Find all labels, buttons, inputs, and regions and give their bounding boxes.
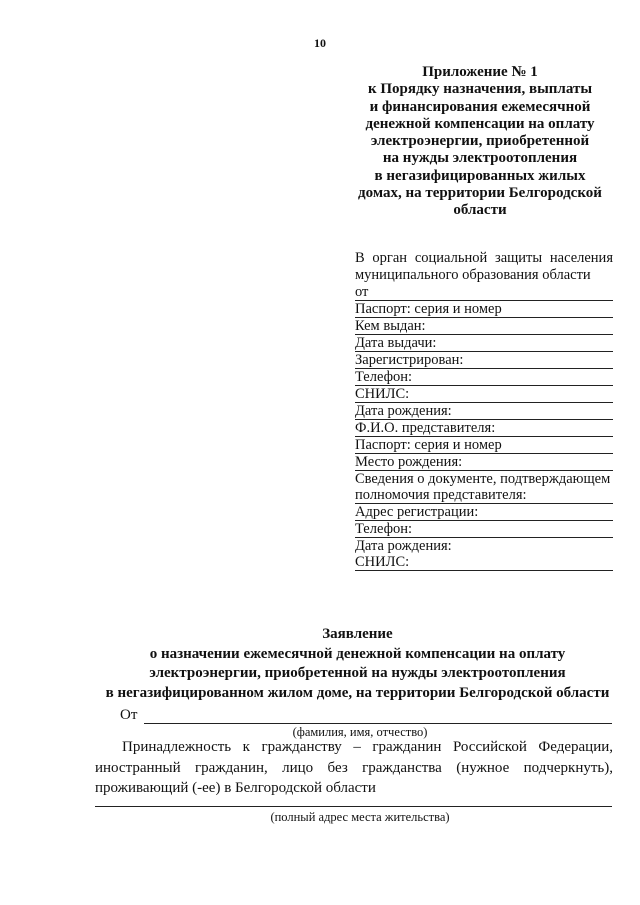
citizenship-text: Принадлежность к гражданству – гражданин Российской Федерации, иностранный гражданин, лицо без гражданства (нужное подчеркнуть), проживающий (-ее) в Белгородской области [95, 739, 613, 796]
field-representative-birth-date[interactable]: Дата рождения: [355, 538, 452, 554]
appendix-title: Приложение № 1 [422, 64, 538, 80]
citizenship-paragraph [95, 737, 613, 799]
address-caption: (полный адрес места жительства) [270, 810, 450, 824]
applicant-name-row [120, 707, 612, 725]
field-snils[interactable]: СНИЛС: [355, 386, 613, 403]
from-label: От [120, 707, 138, 723]
field-proxy-document[interactable]: Сведения о документе, подтверждающем полномочия представителя: [355, 471, 613, 504]
appendix-line: и финансирования ежемесячной [369, 98, 591, 115]
name-caption: (фамилия, имя, отчество) [292, 725, 428, 739]
statement-heading [80, 625, 635, 703]
field-birth-date[interactable]: Дата рождения: [355, 403, 613, 420]
appendix-line: в негазифицированных жилых [374, 167, 586, 184]
recipient-intro-municipality: муниципального образования области [355, 267, 591, 283]
page-number: 10 [314, 36, 326, 50]
recipient-block [355, 250, 613, 571]
appendix-line: области [453, 202, 507, 219]
statement-title: Заявление [322, 626, 393, 642]
statement-line: в негазифицированном жилом доме, на территории Белгородской области [105, 684, 610, 701]
field-phone[interactable]: Телефон: [355, 369, 613, 386]
field-representative-name[interactable]: Ф.И.О. представителя: [355, 420, 613, 437]
address-line[interactable] [95, 806, 612, 807]
field-representative-phone[interactable]: Телефон: [355, 521, 613, 538]
appendix-line: электроэнергии, приобретенной [370, 133, 590, 150]
field-issued-by[interactable]: Кем выдан: [355, 318, 613, 335]
statement-line: электроэнергии, приобретенной на нужды электроотопления [149, 665, 566, 681]
appendix-line: денежной компенсации на оплату [365, 115, 595, 132]
field-representative-passport[interactable]: Паспорт: серия и номер [355, 437, 613, 454]
field-birth-place[interactable]: Место рождения: [355, 454, 613, 471]
recipient-intro: В орган социальной защиты населения [355, 250, 613, 266]
appendix-heading [348, 64, 612, 220]
field-issue-date[interactable]: Дата выдачи: [355, 335, 613, 352]
statement-line: о назначении ежемесячной денежной компенсации на оплату [149, 645, 566, 662]
field-registration-address[interactable]: Адрес регистрации: [355, 504, 613, 521]
field-registered[interactable]: Зарегистрирован: [355, 352, 613, 369]
appendix-line: домах, на территории Белгородской [358, 185, 602, 202]
applicant-name-line[interactable] [144, 723, 612, 724]
field-representative-snils[interactable]: СНИЛС: [355, 554, 613, 571]
appendix-line: на нужды электроотопления [382, 150, 578, 167]
field-from[interactable]: от [355, 284, 613, 301]
field-passport[interactable]: Паспорт: серия и номер [355, 301, 613, 318]
appendix-line: к Порядку назначения, выплаты [367, 81, 593, 98]
